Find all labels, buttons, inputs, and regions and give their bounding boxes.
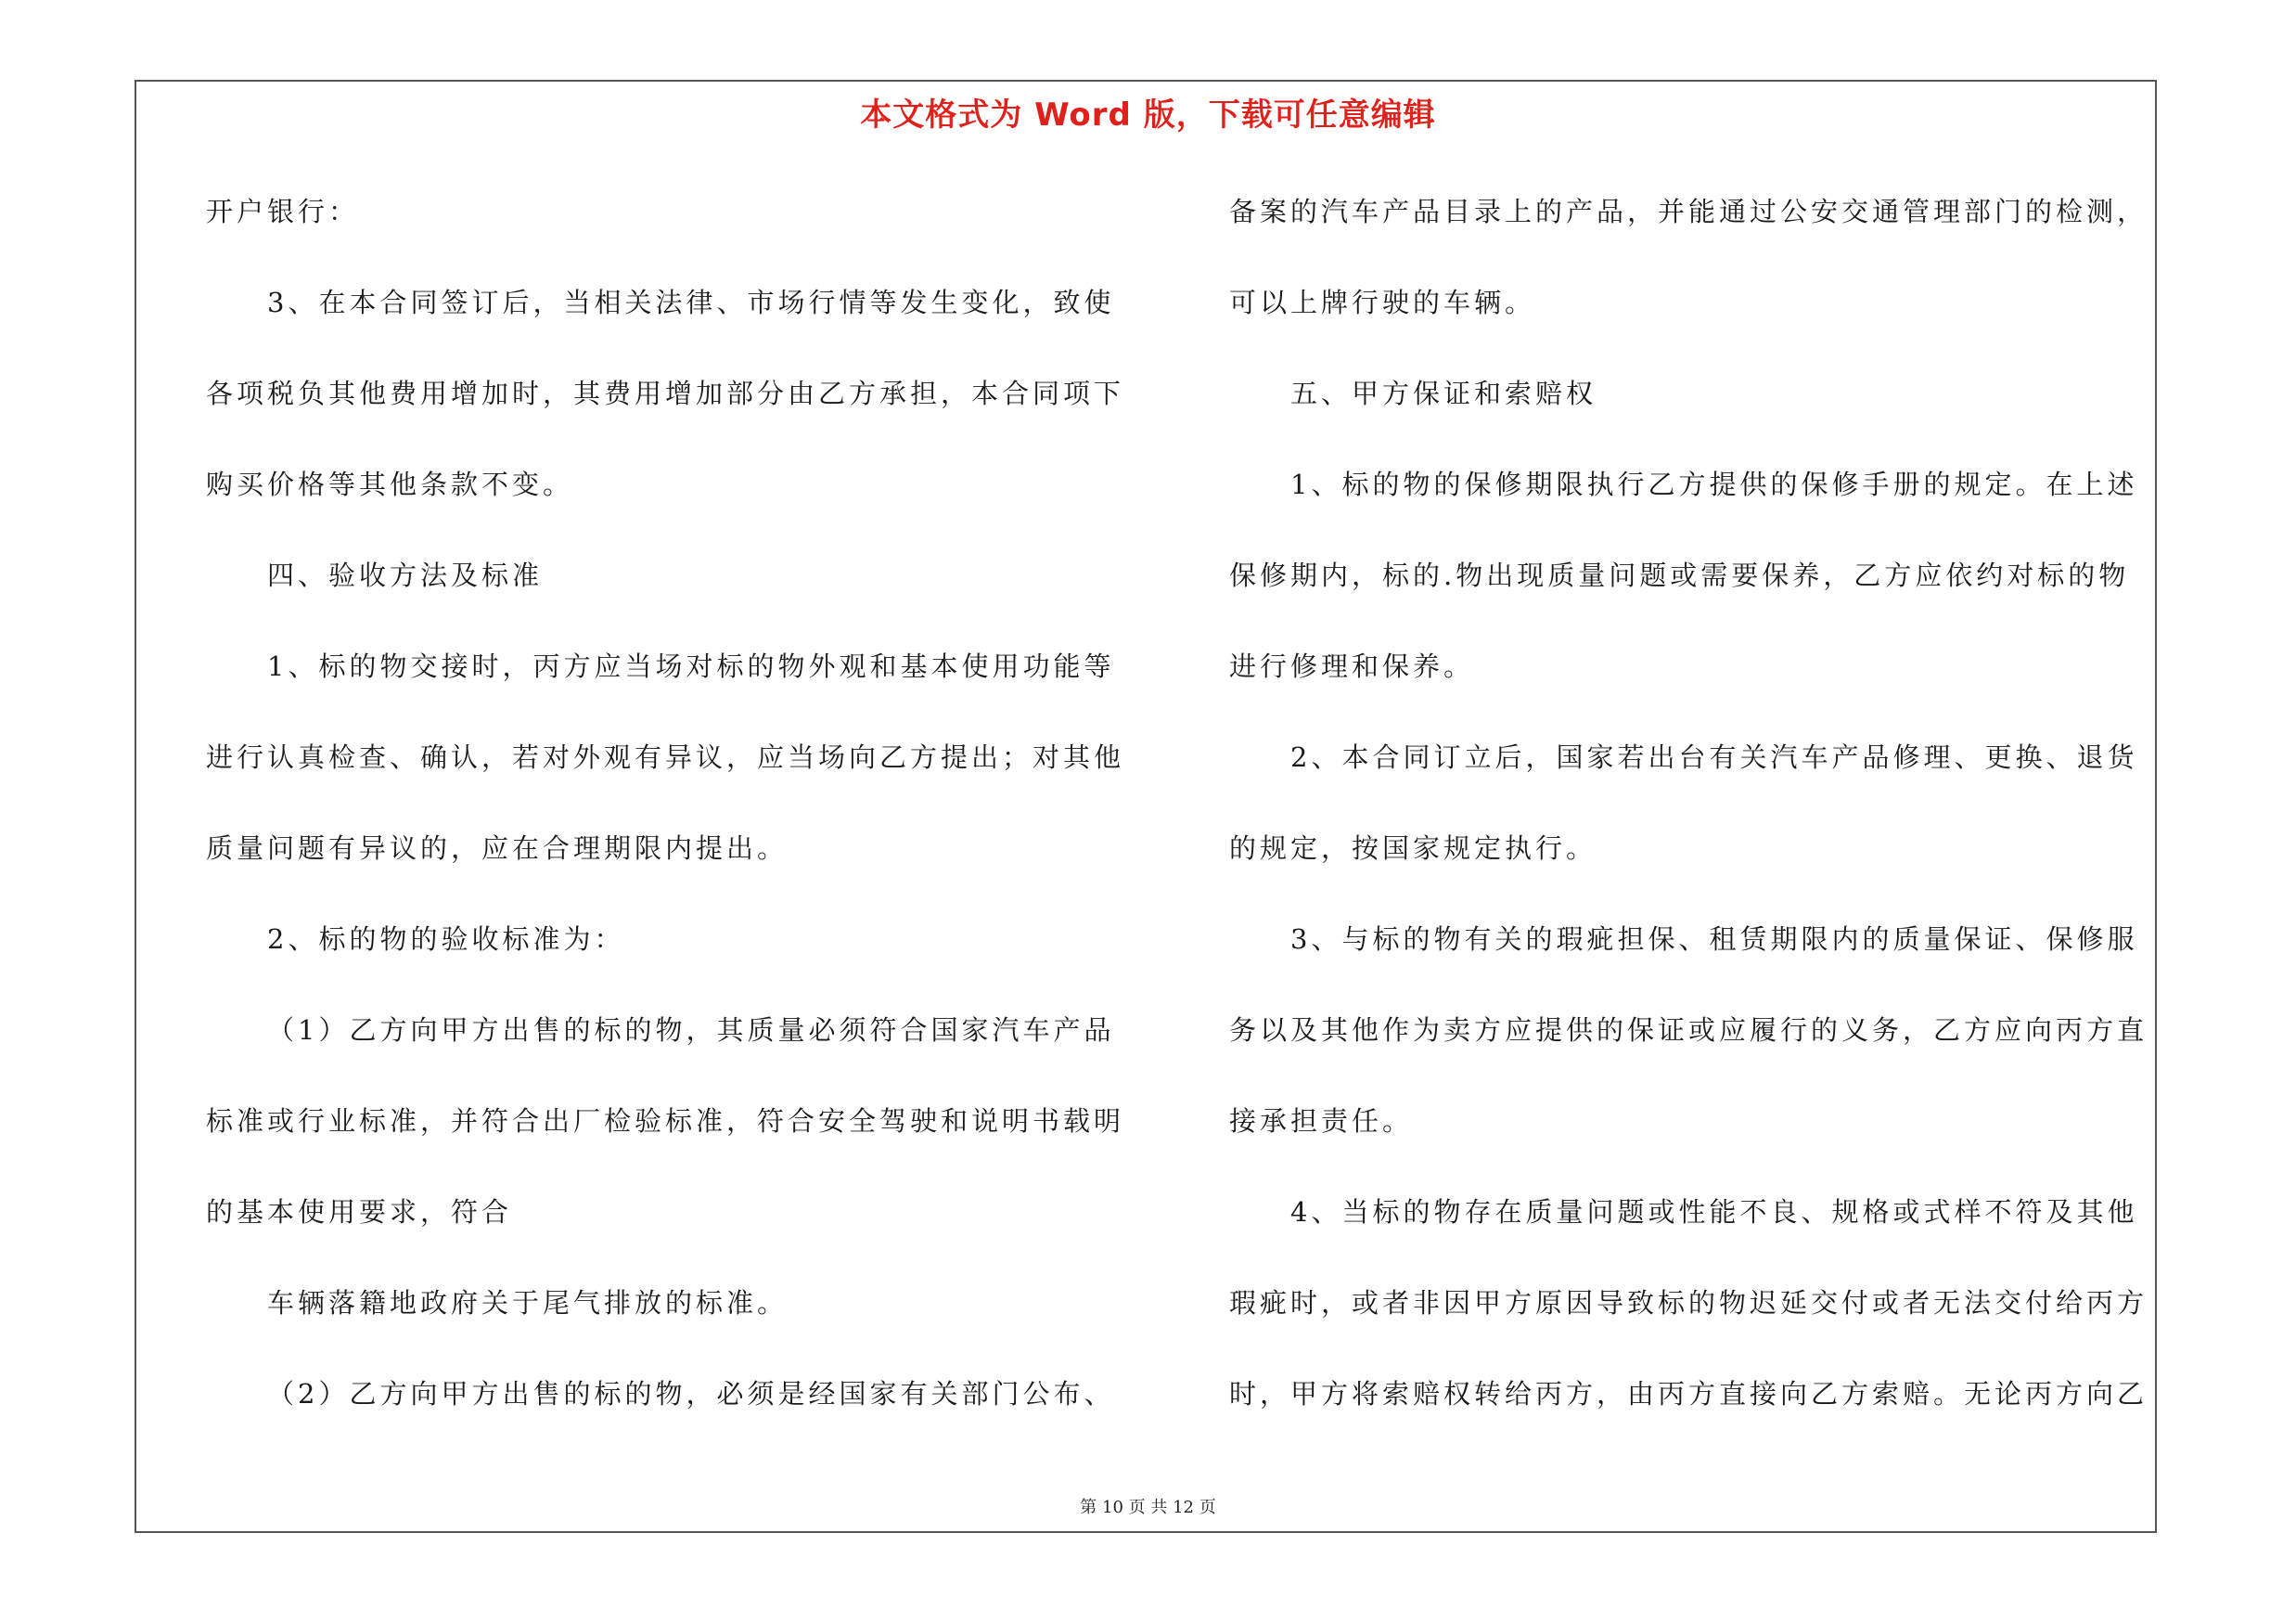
right-text-column [1229, 182, 2157, 1455]
text-line: 3、在本合同签订后，当相关法律、市场行情等发生变化，致使 [267, 287, 1115, 318]
word-format-banner: 本文格式为 Word 版，下载可任意编辑 [860, 97, 1436, 134]
text-line: （2）乙方向甲方出售的标的物，必须是经国家有关部门公布、 [267, 1378, 1115, 1410]
text-line: 的规定，按国家规定执行。 [1229, 832, 1597, 864]
text-line: 瑕疵时，或者非因甲方原因导致标的物迟延交付或者无法交付给丙方 [1229, 1287, 2148, 1319]
text-line: 质量问题有异议的，应在合理期限内提出。 [206, 832, 789, 864]
text-line: 车辆落籍地政府关于尾气排放的标准。 [267, 1287, 789, 1319]
left-text-column [206, 182, 1143, 1455]
text-line: 各项税负其他费用增加时，其费用增加部分由乙方承担，本合同项下 [206, 378, 1125, 409]
text-line: 1、标的物交接时，丙方应当场对标的物外观和基本使用功能等 [267, 650, 1115, 682]
text-line: 2、本合同订立后，国家若出台有关汽车产品修理、更换、退货 [1290, 741, 2138, 773]
text-line: 备案的汽车产品目录上的产品，并能通过公安交通管理部门的检测， [1229, 196, 2148, 227]
text-line: 标准或行业标准，并符合出厂检验标准，符合安全驾驶和说明书载明 [206, 1105, 1125, 1137]
text-line: 可以上牌行驶的车辆。 [1229, 287, 1536, 318]
text-line: 务以及其他作为卖方应提供的保证或应履行的义务，乙方应向丙方直 [1229, 1014, 2148, 1046]
text-line: 3、与标的物有关的瑕疵担保、租赁期限内的质量保证、保修服 [1290, 923, 2138, 955]
text-line: 进行认真检查、确认，若对外观有异议，应当场向乙方提出；对其他 [206, 741, 1125, 773]
page-number-footer: 第 10 页 共 12 页 [1080, 1498, 1216, 1517]
text-line: 开户银行： [206, 196, 360, 227]
text-line: 四、验收方法及标准 [267, 560, 544, 591]
text-line: 4、当标的物存在质量问题或性能不良、规格或式样不符及其他 [1290, 1196, 2138, 1228]
text-line: （1）乙方向甲方出售的标的物，其质量必须符合国家汽车产品 [267, 1014, 1115, 1046]
text-line: 进行修理和保养。 [1229, 650, 1475, 682]
text-line: 1、标的物的保修期限执行乙方提供的保修手册的规定。在上述 [1290, 469, 2138, 500]
text-line: 的基本使用要求，符合 [206, 1196, 513, 1228]
text-line: 接承担责任。 [1229, 1105, 1414, 1137]
text-line: 购买价格等其他条款不变。 [206, 469, 574, 500]
text-line: 时，甲方将索赔权转给丙方，由丙方直接向乙方索赔。无论丙方向乙 [1229, 1378, 2148, 1410]
text-line: 保修期内，标的.物出现质量问题或需要保养，乙方应依约对标的物 [1229, 560, 2130, 591]
text-line: 2、标的物的验收标准为： [267, 923, 625, 955]
text-line: 五、甲方保证和索赔权 [1290, 378, 1597, 409]
